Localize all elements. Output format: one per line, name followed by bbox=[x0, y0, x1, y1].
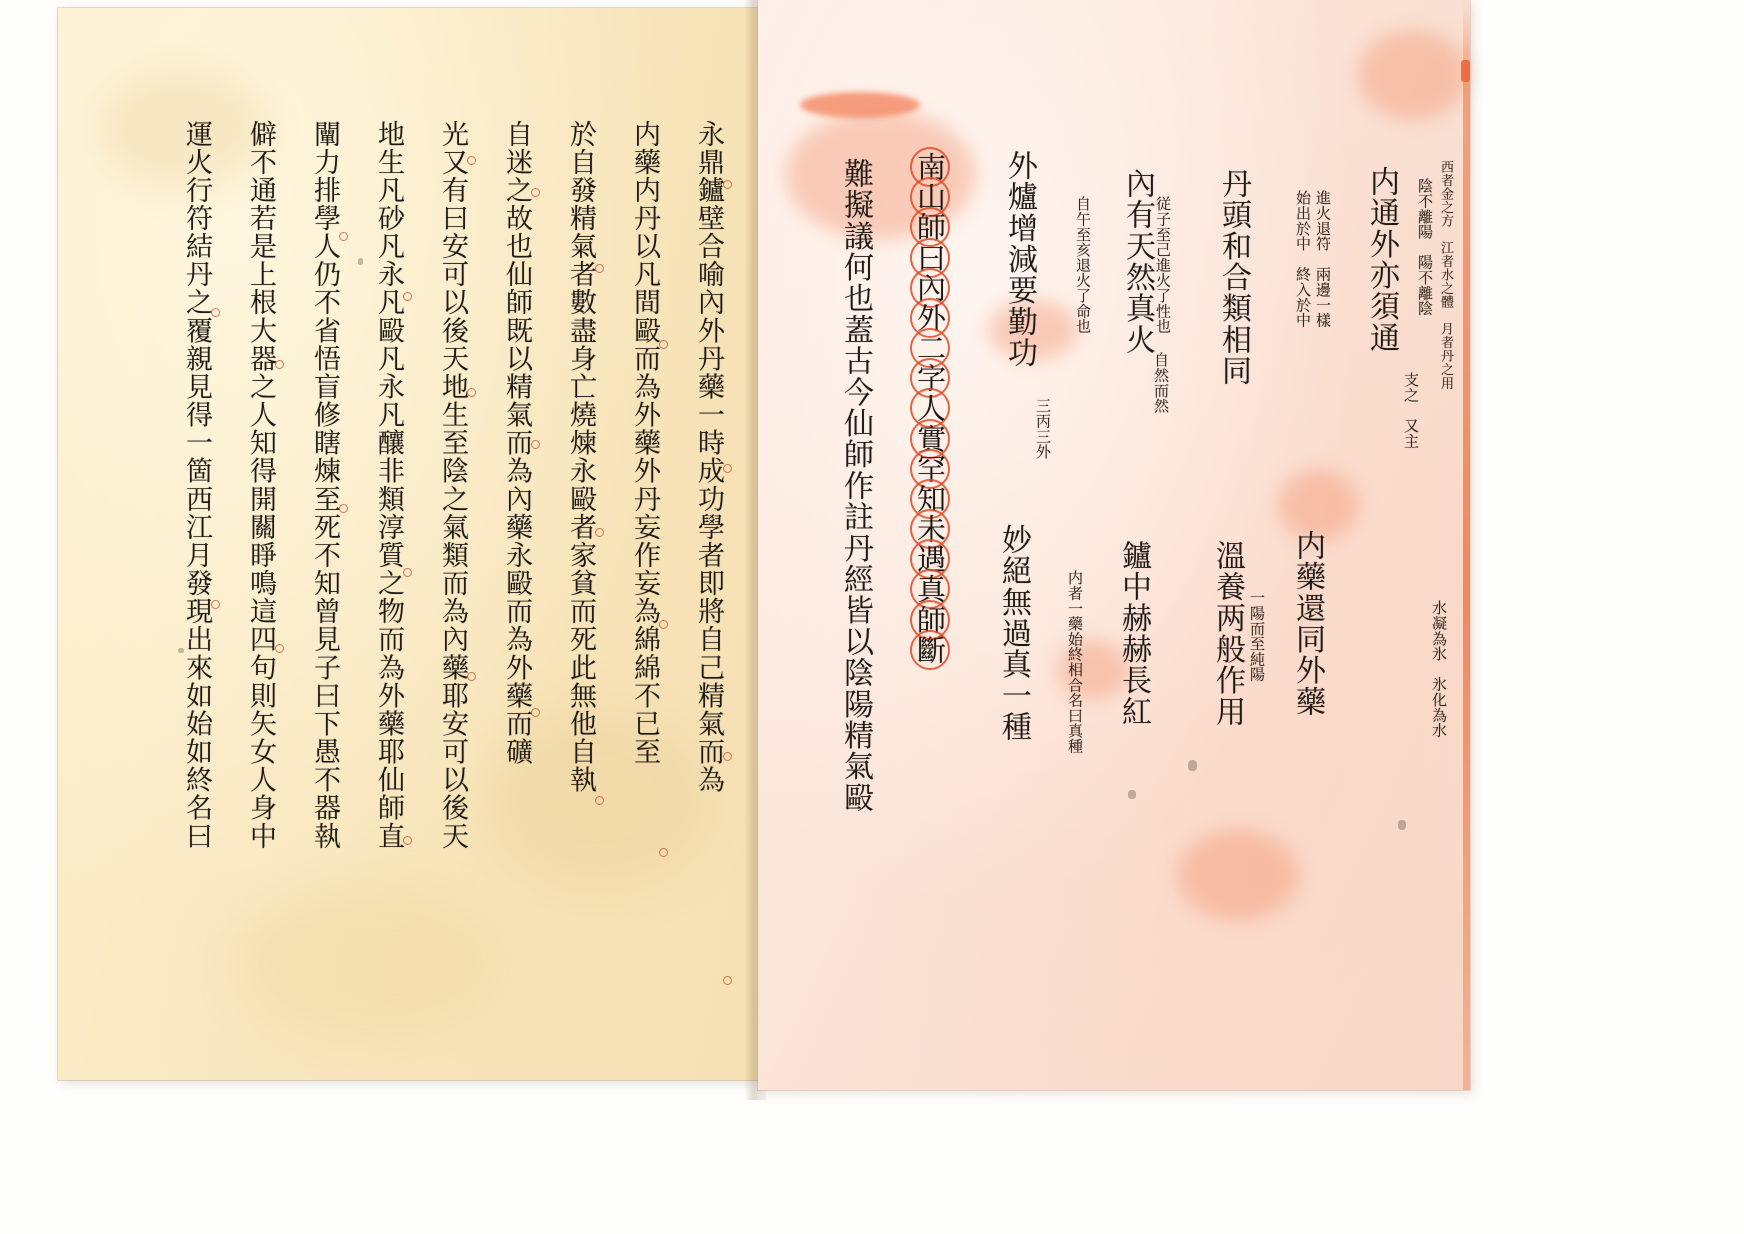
circled-character: 罕 bbox=[910, 454, 950, 484]
reading-mark-dot bbox=[275, 644, 284, 653]
paper-fleck bbox=[1188, 760, 1197, 771]
text-column: 内藥内丹以凡間毆而為外藥外丹妄作妄為綿綿不已至 bbox=[629, 120, 660, 766]
vermilion-circle-mark bbox=[910, 569, 950, 609]
circled-character: 知 bbox=[910, 484, 950, 514]
reading-mark-dot bbox=[659, 340, 668, 349]
right-page bbox=[758, 0, 1470, 1090]
vermilion-circle-mark bbox=[910, 207, 950, 247]
reading-mark-dot bbox=[723, 180, 732, 189]
text-column: 僻不通若是上根大器之人知得開關睜鳴這四句則矢女人身中 bbox=[245, 120, 276, 851]
reading-mark-dot bbox=[531, 188, 540, 197]
reading-mark-dot bbox=[467, 156, 476, 165]
binding-mark bbox=[1461, 60, 1470, 82]
text-column: 丹頭和合類相同 bbox=[1216, 168, 1251, 387]
annotation-column: 自午至亥退火了命也 bbox=[1074, 196, 1092, 334]
reading-mark-dot bbox=[275, 360, 284, 369]
reading-mark-dot bbox=[467, 388, 476, 397]
text-column: 溫養两般作用 bbox=[1210, 540, 1245, 728]
circled-character: 遇 bbox=[910, 544, 950, 574]
ink-blot bbox=[1358, 30, 1468, 120]
vermilion-circle-mark bbox=[910, 238, 950, 278]
reading-mark-dot bbox=[531, 440, 540, 449]
reading-mark-dot bbox=[467, 672, 476, 681]
annotation-column: 一陽而至純陽 bbox=[1248, 590, 1266, 682]
annotation-column: 陰不離陽 陽不離陰 bbox=[1416, 178, 1434, 316]
annotation-column: 三丙三外 bbox=[1034, 398, 1052, 460]
text-column: 自迷之故也仙師既以精氣而為內藥永毆而為外藥而礦 bbox=[501, 120, 532, 766]
annotation-column: 始出於中 終入於中 bbox=[1294, 190, 1312, 328]
paper-fleck bbox=[358, 258, 363, 265]
reading-mark-dot bbox=[723, 464, 732, 473]
circled-character: 字 bbox=[910, 363, 950, 393]
text-column: 難擬議何也蓋古今仙師作註丹經皆以陰陽精氣毆 bbox=[838, 158, 873, 814]
vermilion-circle-mark bbox=[910, 388, 950, 428]
paper-fleck bbox=[1128, 790, 1136, 799]
circled-character: 外 bbox=[910, 303, 950, 333]
annotation-column: 内者一藥始終相合名曰真種 bbox=[1066, 570, 1084, 754]
paper-stain bbox=[238, 888, 498, 1038]
circled-character: 師 bbox=[910, 212, 950, 242]
reading-mark-dot bbox=[659, 848, 668, 857]
text-column: 外爐增減要勤功 bbox=[1002, 150, 1037, 369]
vermilion-circle-mark bbox=[910, 630, 950, 670]
circled-character: 內 bbox=[910, 273, 950, 303]
text-column: 内藥還同外藥 bbox=[1290, 530, 1325, 718]
circled-emphasis-column bbox=[910, 152, 950, 665]
circled-character: 人 bbox=[910, 393, 950, 423]
text-column: 妙絕無過真一種 bbox=[996, 524, 1031, 743]
vermilion-circle-mark bbox=[910, 419, 950, 459]
reading-mark-dot bbox=[595, 528, 604, 537]
annotation-column: 自然而然 bbox=[1152, 352, 1170, 414]
binding-edge bbox=[1463, 0, 1470, 1090]
reading-mark-dot bbox=[531, 708, 540, 717]
vermilion-circle-mark bbox=[910, 600, 950, 640]
annotation-column: 西者金之方 江者水之體 月者丹之用 bbox=[1438, 160, 1453, 390]
reading-mark-dot bbox=[403, 836, 412, 845]
annotation-column: 従子至己進火了性也 bbox=[1154, 196, 1172, 334]
reading-mark-dot bbox=[659, 620, 668, 629]
reading-mark-dot bbox=[403, 568, 412, 577]
reading-mark-dot bbox=[403, 292, 412, 301]
vermilion-circle-mark bbox=[910, 449, 950, 489]
ink-blot bbox=[800, 92, 920, 118]
reading-mark-dot bbox=[723, 752, 732, 761]
text-column: 闡力排學人仍不省悟盲修瞎煉至死不知曾見子曰下愚不器執 bbox=[309, 120, 340, 851]
circled-character: 南 bbox=[910, 152, 950, 182]
reading-mark-dot bbox=[339, 232, 348, 241]
circled-character: 曰 bbox=[910, 243, 950, 273]
circled-character: 師 bbox=[910, 605, 950, 635]
text-column: 永鼎鑪壁合喻內外丹藥一時成功學者即將自己精氣而為 bbox=[693, 120, 724, 794]
vermilion-circle-mark bbox=[910, 268, 950, 308]
circled-character: 實 bbox=[910, 424, 950, 454]
paper-fleck bbox=[1398, 820, 1406, 830]
reading-mark-dot bbox=[595, 264, 604, 273]
text-column: 内通外亦須通 bbox=[1364, 166, 1399, 354]
circled-character: 真 bbox=[910, 574, 950, 604]
text-column: 地生凡砂凡永凡毆凡永凡釀非類淳質之物而為外藥耶仙師直 bbox=[373, 120, 404, 851]
annotation-column: 進火退符 兩邊一樣 bbox=[1314, 190, 1332, 328]
reading-mark-dot bbox=[595, 796, 604, 805]
reading-mark-dot bbox=[211, 600, 220, 609]
text-column: 鑪中赫赫長紅 bbox=[1116, 540, 1151, 728]
ink-blot bbox=[1178, 830, 1298, 920]
circled-character: 斷 bbox=[910, 635, 950, 665]
annotation-column: 支之 又主 bbox=[1402, 372, 1420, 449]
reading-mark-dot bbox=[339, 504, 348, 513]
reading-mark-dot bbox=[211, 308, 220, 317]
reading-mark-dot bbox=[723, 976, 732, 985]
annotation-column: 水凝為氷 氷化為水 bbox=[1430, 600, 1448, 738]
text-column: 運火行符結丹之覆親見得一箇西江月發現出來如始如終名曰 bbox=[181, 120, 212, 851]
vermilion-circle-mark bbox=[910, 479, 950, 519]
circled-character: 未 bbox=[910, 514, 950, 544]
left-page bbox=[58, 8, 758, 1080]
text-column: 內有天然真火 bbox=[1120, 168, 1155, 356]
circled-character: 山 bbox=[910, 182, 950, 212]
vermilion-circle-mark bbox=[910, 298, 950, 338]
circled-character: 二 bbox=[910, 333, 950, 363]
text-column: 光又有曰安可以後天地生至陰之氣類而為內藥耶安可以後天 bbox=[437, 120, 468, 851]
text-column: 於自發精氣者數盡身亡燒煉永毆者家貧而死此無他自執 bbox=[565, 120, 596, 794]
